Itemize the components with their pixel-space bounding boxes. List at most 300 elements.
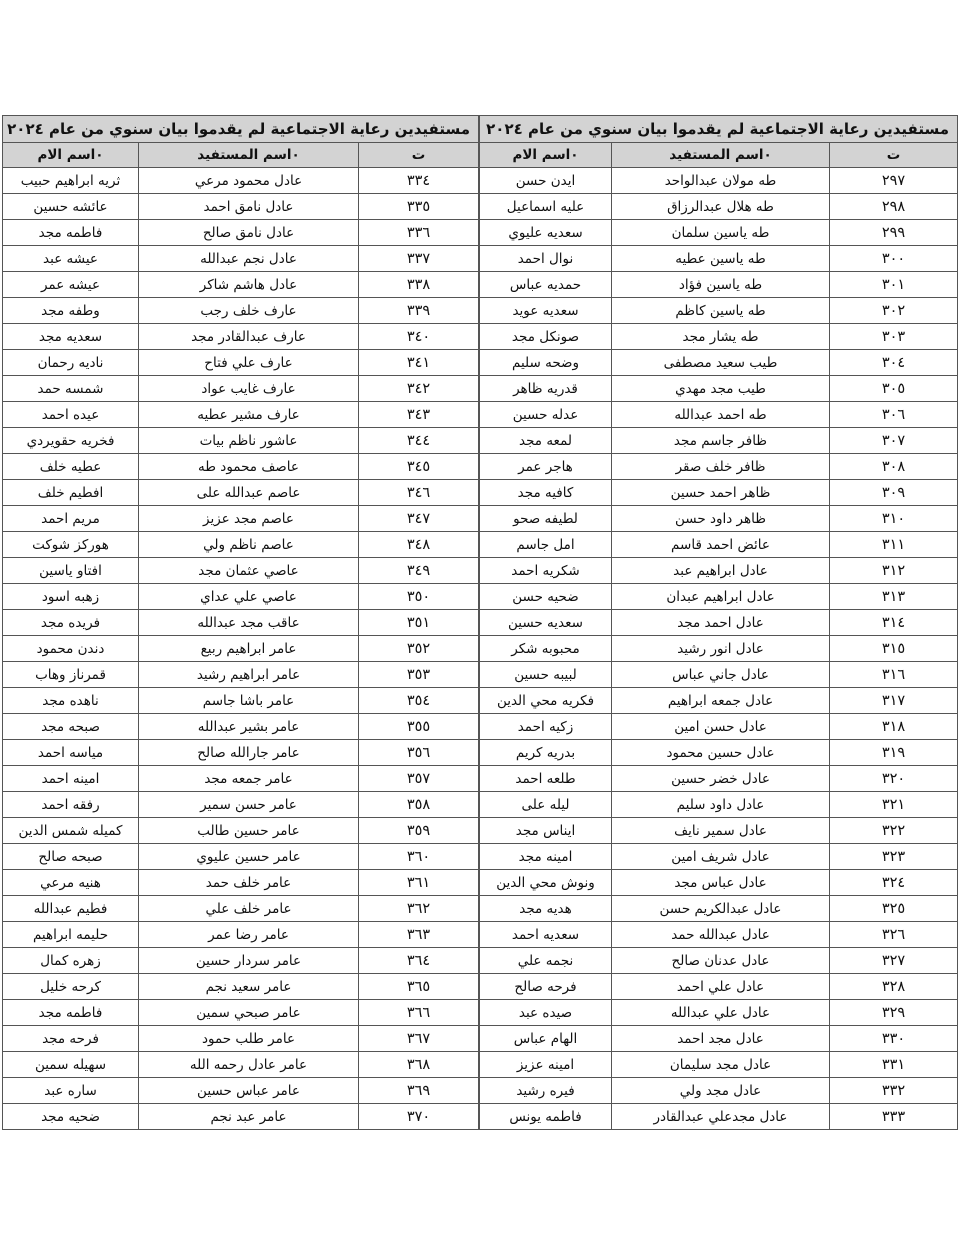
row-number: ٣١٠ xyxy=(830,506,958,532)
row-number: ٣٠٧ xyxy=(830,428,958,454)
beneficiary-name: عارف خلف رجب xyxy=(139,298,359,324)
mother-name: وضحه سليم xyxy=(480,350,612,376)
beneficiaries-table-right xyxy=(479,115,958,1130)
table-row xyxy=(480,792,958,818)
mother-name: نجمه علي xyxy=(480,948,612,974)
beneficiary-name: عاصم ناظم ولي xyxy=(139,532,359,558)
beneficiary-name: عادل مجد احمد xyxy=(612,1026,830,1052)
beneficiary-name: عارف غايب عواد xyxy=(139,376,359,402)
mother-name: عيشه عمر xyxy=(3,272,139,298)
beneficiary-name: عادل نجم عبدالله xyxy=(139,246,359,272)
table-row xyxy=(3,688,479,714)
table-row xyxy=(480,1078,958,1104)
mother-name: فاطمه مجد xyxy=(3,1000,139,1026)
beneficiary-name: عادل عبدالله حمد xyxy=(612,922,830,948)
table-row xyxy=(3,506,479,532)
mother-name: ليله على xyxy=(480,792,612,818)
table-row xyxy=(3,376,479,402)
row-number: ٣٢٢ xyxy=(830,818,958,844)
row-number: ٣٦٣ xyxy=(359,922,479,948)
beneficiary-name: عادل ابراهيم عبد xyxy=(612,558,830,584)
mother-name: سعديه عليوي xyxy=(480,220,612,246)
beneficiary-name: طه احمد عبدالله xyxy=(612,402,830,428)
row-number: ٢٩٨ xyxy=(830,194,958,220)
mother-name: عدله حسين xyxy=(480,402,612,428)
beneficiary-name: عامر عادل رحمه الله xyxy=(139,1052,359,1078)
beneficiary-name: عادل نامق احمد xyxy=(139,194,359,220)
table-row xyxy=(480,1026,958,1052)
table-row xyxy=(3,1104,479,1130)
table-row xyxy=(480,714,958,740)
beneficiary-name: عاقب مجد عبدالله xyxy=(139,610,359,636)
mother-name: فرحه صالح xyxy=(480,974,612,1000)
row-number: ٣٦٠ xyxy=(359,844,479,870)
row-number: ٣٦٩ xyxy=(359,1078,479,1104)
mother-name: قمرناز وهاب xyxy=(3,662,139,688)
mother-name: افطيم خلف xyxy=(3,480,139,506)
beneficiary-name: عادل عبدالكريم حسن xyxy=(612,896,830,922)
beneficiary-name: ظافر جاسم مجد xyxy=(612,428,830,454)
mother-name: فرحه مجد xyxy=(3,1026,139,1052)
beneficiary-name: طه ياسين سلمان xyxy=(612,220,830,246)
mother-name: رفقه احمد xyxy=(3,792,139,818)
table-row xyxy=(480,324,958,350)
row-number: ٣٤٧ xyxy=(359,506,479,532)
beneficiary-name: عامر ابراهيم رشيد xyxy=(139,662,359,688)
beneficiary-name: عامر صبحي سمين xyxy=(139,1000,359,1026)
table-body-right xyxy=(480,168,958,1130)
row-number: ٢٩٩ xyxy=(830,220,958,246)
table-row xyxy=(3,766,479,792)
table-row xyxy=(480,844,958,870)
row-number: ٣١٧ xyxy=(830,688,958,714)
table-body-left xyxy=(3,168,479,1130)
row-number: ٣٦٧ xyxy=(359,1026,479,1052)
mother-name: بدريه كريم xyxy=(480,740,612,766)
row-number: ٣٦٦ xyxy=(359,1000,479,1026)
row-number: ٣١٥ xyxy=(830,636,958,662)
row-number: ٣٣١ xyxy=(830,1052,958,1078)
beneficiaries-table-left xyxy=(2,115,479,1130)
row-number: ٣١١ xyxy=(830,532,958,558)
beneficiary-name: عامر ابراهيم ربيع xyxy=(139,636,359,662)
beneficiary-name: عامر حسين طالب xyxy=(139,818,359,844)
table-row xyxy=(480,506,958,532)
beneficiary-name: عامر باشا جاسم xyxy=(139,688,359,714)
table-row xyxy=(3,324,479,350)
row-number: ٣٣٩ xyxy=(359,298,479,324)
mother-name: عائشه حسين xyxy=(3,194,139,220)
beneficiary-name: عامر خلف علي xyxy=(139,896,359,922)
beneficiary-name: عادل حسين محمود xyxy=(612,740,830,766)
table-row xyxy=(3,662,479,688)
mother-name: عليه اسماعيل xyxy=(480,194,612,220)
mother-name: امينه عزيز xyxy=(480,1052,612,1078)
table-row xyxy=(3,948,479,974)
table-row xyxy=(480,974,958,1000)
beneficiary-name: عادل حسن امين xyxy=(612,714,830,740)
mother-name: ضحيه مجد xyxy=(3,1104,139,1130)
beneficiary-name: عادل سمير نايف xyxy=(612,818,830,844)
row-number: ٣٢٤ xyxy=(830,870,958,896)
row-number: ٣١٢ xyxy=(830,558,958,584)
beneficiary-name: عارف مشير عطيه xyxy=(139,402,359,428)
mother-name: ساره عبد xyxy=(3,1078,139,1104)
beneficiary-name: عاصم عبدالله على xyxy=(139,480,359,506)
row-number: ٣٣٠ xyxy=(830,1026,958,1052)
table-row xyxy=(3,1026,479,1052)
beneficiary-name: ظافر خلف صقر xyxy=(612,454,830,480)
beneficiary-name: عادل داود سليم xyxy=(612,792,830,818)
row-number: ٣٢١ xyxy=(830,792,958,818)
mother-name: قدريه ظاهر xyxy=(480,376,612,402)
beneficiary-name: عامر عبد نجم xyxy=(139,1104,359,1130)
beneficiary-name: عادل عدنان صالح xyxy=(612,948,830,974)
beneficiary-name: عادل محمود مرعي xyxy=(139,168,359,194)
beneficiary-name: طه يشار مجد xyxy=(612,324,830,350)
mother-name: امل جاسم xyxy=(480,532,612,558)
beneficiary-name: طه مولان عبدالواحد xyxy=(612,168,830,194)
row-number: ٣٣٨ xyxy=(359,272,479,298)
table-row xyxy=(3,194,479,220)
row-number: ٣٢٧ xyxy=(830,948,958,974)
row-number: ٣٠٦ xyxy=(830,402,958,428)
row-number: ٣٠٨ xyxy=(830,454,958,480)
table-row xyxy=(480,194,958,220)
table-row xyxy=(3,298,479,324)
row-number: ٣٣٥ xyxy=(359,194,479,220)
mother-name: لمعه مجد xyxy=(480,428,612,454)
beneficiary-name: عادل جاني عباس xyxy=(612,662,830,688)
table-row xyxy=(480,298,958,324)
row-number: ٣٠٥ xyxy=(830,376,958,402)
row-number: ٣٤٣ xyxy=(359,402,479,428)
column-header-number: ت xyxy=(359,143,479,168)
row-number: ٣٥٥ xyxy=(359,714,479,740)
beneficiary-name: طه ياسين عطيه xyxy=(612,246,830,272)
beneficiary-name: عامر رضا عمر xyxy=(139,922,359,948)
table-row xyxy=(3,272,479,298)
row-number: ٣٦٤ xyxy=(359,948,479,974)
beneficiary-name: عاصف محمود طه xyxy=(139,454,359,480)
mother-name: هديه مجد xyxy=(480,896,612,922)
row-number: ٣٠٠ xyxy=(830,246,958,272)
beneficiary-name: عادل مجد ولي xyxy=(612,1078,830,1104)
mother-name: افتاو ياسين xyxy=(3,558,139,584)
beneficiary-name: عامر طلب حمود xyxy=(139,1026,359,1052)
table-row xyxy=(480,662,958,688)
table-row xyxy=(480,636,958,662)
row-number: ٣٣٣ xyxy=(830,1104,958,1130)
table-title: مستفيدين رعاية الاجتماعية لم يقدموا بيان سنوي من عام ٢٠٢٤ xyxy=(3,116,479,143)
row-number: ٣٢٠ xyxy=(830,766,958,792)
table-title: مستفيدين رعاية الاجتماعية لم يقدموا بيان سنوي من عام ٢٠٢٤ xyxy=(480,116,958,143)
beneficiary-name: عامر سردار حسين xyxy=(139,948,359,974)
mother-name: ايناس مجد xyxy=(480,818,612,844)
column-header-beneficiary-name: ٠اسم المستفيد xyxy=(612,143,830,168)
row-number: ٣٣٦ xyxy=(359,220,479,246)
mother-name: عطيه خلف xyxy=(3,454,139,480)
mother-name: زكيه احمد xyxy=(480,714,612,740)
beneficiary-name: عادل هاشم شاكر xyxy=(139,272,359,298)
mother-name: فطيم عبدالله xyxy=(3,896,139,922)
row-number: ٣٤٤ xyxy=(359,428,479,454)
mother-name: زهبه اسود xyxy=(3,584,139,610)
table-row xyxy=(3,480,479,506)
beneficiary-name: عادل جمعه ابراهيم xyxy=(612,688,830,714)
column-header-mother-name: ٠اسم الام xyxy=(480,143,612,168)
table-row xyxy=(480,246,958,272)
row-number: ٣٥٤ xyxy=(359,688,479,714)
row-number: ٣٥٠ xyxy=(359,584,479,610)
row-number: ٣٧٠ xyxy=(359,1104,479,1130)
row-number: ٣٣٤ xyxy=(359,168,479,194)
mother-name: فكريه محي الدين xyxy=(480,688,612,714)
table-row xyxy=(3,610,479,636)
mother-name: عيده احمد xyxy=(3,402,139,428)
table-row xyxy=(480,272,958,298)
beneficiary-name: عادل نامق صالح xyxy=(139,220,359,246)
beneficiary-name: عامر حسن سمير xyxy=(139,792,359,818)
beneficiary-name: عامر جمعه مجد xyxy=(139,766,359,792)
mother-name: هاجر عمر xyxy=(480,454,612,480)
beneficiary-name: عاصي علي عداي xyxy=(139,584,359,610)
table-row xyxy=(3,974,479,1000)
row-number: ٣٠١ xyxy=(830,272,958,298)
row-number: ٣١٤ xyxy=(830,610,958,636)
beneficiary-name: طه ياسين فؤاد xyxy=(612,272,830,298)
table-row xyxy=(480,532,958,558)
row-number: ٣١٨ xyxy=(830,714,958,740)
row-number: ٣٥٩ xyxy=(359,818,479,844)
beneficiary-name: عادل علي عبدالله xyxy=(612,1000,830,1026)
mother-name: طلعه احمد xyxy=(480,766,612,792)
beneficiary-name: عارف علي فتاح xyxy=(139,350,359,376)
table-row xyxy=(480,480,958,506)
row-number: ٣٢٦ xyxy=(830,922,958,948)
table-row xyxy=(3,454,479,480)
table-row xyxy=(3,922,479,948)
mother-name: ناهده مجد xyxy=(3,688,139,714)
table-row xyxy=(3,792,479,818)
beneficiary-name: عادل مجد سليمان xyxy=(612,1052,830,1078)
mother-name: ونوش محي الدين xyxy=(480,870,612,896)
row-number: ٣٥٦ xyxy=(359,740,479,766)
table-row xyxy=(3,870,479,896)
mother-name: سعديه مجد xyxy=(3,324,139,350)
table-row xyxy=(3,168,479,194)
column-header-beneficiary-name: ٠اسم المستفيد xyxy=(139,143,359,168)
row-number: ٣٢٩ xyxy=(830,1000,958,1026)
beneficiary-name: عامر بشير عبدالله xyxy=(139,714,359,740)
mother-name: مياسه احمد xyxy=(3,740,139,766)
mother-name: صيده عبد xyxy=(480,1000,612,1026)
beneficiary-name: عادل شريف امين xyxy=(612,844,830,870)
mother-name: الهام عباس xyxy=(480,1026,612,1052)
row-number: ٣٦٨ xyxy=(359,1052,479,1078)
mother-name: حليمه ابراهيم xyxy=(3,922,139,948)
mother-name: حمديه عباس xyxy=(480,272,612,298)
table-row xyxy=(480,818,958,844)
row-number: ٣٠٤ xyxy=(830,350,958,376)
column-header-number: ت xyxy=(830,143,958,168)
column-header-mother-name: ٠اسم الام xyxy=(3,143,139,168)
beneficiary-name: عادل خضر حسين xyxy=(612,766,830,792)
table-row xyxy=(3,818,479,844)
mother-name: كرحه خليل xyxy=(3,974,139,1000)
row-number: ٣٣٢ xyxy=(830,1078,958,1104)
row-number: ٣١٣ xyxy=(830,584,958,610)
table-row xyxy=(480,1000,958,1026)
mother-name: نوال احمد xyxy=(480,246,612,272)
mother-name: فخريه حقويردي xyxy=(3,428,139,454)
mother-name: شكريه احمد xyxy=(480,558,612,584)
row-number: ٣٤٨ xyxy=(359,532,479,558)
mother-name: ناديه رحمان xyxy=(3,350,139,376)
table-row xyxy=(480,766,958,792)
table-row xyxy=(480,922,958,948)
table-row xyxy=(480,168,958,194)
beneficiary-name: ظاهر داود حسن xyxy=(612,506,830,532)
beneficiary-name: عاشور ناظم بيات xyxy=(139,428,359,454)
row-number: ٣٦٢ xyxy=(359,896,479,922)
row-number: ٣٦١ xyxy=(359,870,479,896)
row-number: ٣٢٨ xyxy=(830,974,958,1000)
mother-name: لبيبه حسين xyxy=(480,662,612,688)
beneficiary-name: عادل عباس مجد xyxy=(612,870,830,896)
beneficiary-name: عادل ابراهيم عبدان xyxy=(612,584,830,610)
beneficiary-name: طه هلال عبدالرزاق xyxy=(612,194,830,220)
mother-name: شمسه حمد xyxy=(3,376,139,402)
row-number: ٣٤٢ xyxy=(359,376,479,402)
beneficiary-name: طيب مجد مهدي xyxy=(612,376,830,402)
table-row xyxy=(3,532,479,558)
table-row xyxy=(3,558,479,584)
row-number: ٣٤٩ xyxy=(359,558,479,584)
beneficiary-name: عارف عبدالقادر مجد xyxy=(139,324,359,350)
beneficiary-name: عاصم مجد عزيز xyxy=(139,506,359,532)
mother-name: لطيفه صحو xyxy=(480,506,612,532)
row-number: ٣٥٣ xyxy=(359,662,479,688)
table-row xyxy=(3,220,479,246)
table-row xyxy=(3,636,479,662)
table-row xyxy=(480,740,958,766)
row-number: ٣٥٨ xyxy=(359,792,479,818)
table-row xyxy=(3,844,479,870)
beneficiary-name: عادل انور رشيد xyxy=(612,636,830,662)
table-row xyxy=(480,376,958,402)
table-row xyxy=(480,220,958,246)
mother-name: محبوبه شكر xyxy=(480,636,612,662)
row-number: ٣٥١ xyxy=(359,610,479,636)
row-number: ٣٥٧ xyxy=(359,766,479,792)
beneficiary-name: عامر جارالله صالح xyxy=(139,740,359,766)
table-row xyxy=(3,1052,479,1078)
row-number: ٣٤١ xyxy=(359,350,479,376)
beneficiary-name: طيب سعيد مصطفى xyxy=(612,350,830,376)
mother-name: فاطمه مجد xyxy=(3,220,139,246)
row-number: ٣٦٥ xyxy=(359,974,479,1000)
mother-name: مريم احمد xyxy=(3,506,139,532)
mother-name: صبحه صالح xyxy=(3,844,139,870)
row-number: ٣١٩ xyxy=(830,740,958,766)
row-number: ٣٢٣ xyxy=(830,844,958,870)
mother-name: كافيه مجد xyxy=(480,480,612,506)
beneficiary-name: عامر خلف حمد xyxy=(139,870,359,896)
table-row xyxy=(3,714,479,740)
mother-name: فريده مجد xyxy=(3,610,139,636)
mother-name: سعديه عويد xyxy=(480,298,612,324)
table-row xyxy=(480,1104,958,1130)
beneficiary-name: عامر سعيد نجم xyxy=(139,974,359,1000)
table-row xyxy=(480,948,958,974)
mother-name: ايدن حسن xyxy=(480,168,612,194)
row-number: ٣٤٠ xyxy=(359,324,479,350)
beneficiary-name: طه ياسين كاظم xyxy=(612,298,830,324)
mother-name: وطفه مجد xyxy=(3,298,139,324)
mother-name: فيره رشيد xyxy=(480,1078,612,1104)
beneficiary-name: عاصي عثمان مجد xyxy=(139,558,359,584)
table-row xyxy=(480,584,958,610)
table-row xyxy=(3,740,479,766)
table-row xyxy=(3,1078,479,1104)
table-row xyxy=(3,402,479,428)
table-row xyxy=(480,870,958,896)
beneficiary-name: عادل مجدعلي عبدالقادر xyxy=(612,1104,830,1130)
table-row xyxy=(3,350,479,376)
table-row xyxy=(480,1052,958,1078)
mother-name: صونكل مجد xyxy=(480,324,612,350)
table-row xyxy=(480,428,958,454)
mother-name: زهره كمال xyxy=(3,948,139,974)
table-row xyxy=(3,584,479,610)
mother-name: امينه مجد xyxy=(480,844,612,870)
row-number: ٢٩٧ xyxy=(830,168,958,194)
mother-name: هنيه مرعي xyxy=(3,870,139,896)
beneficiary-name: عائض احمد قاسم xyxy=(612,532,830,558)
mother-name: سعديه احمد xyxy=(480,922,612,948)
row-number: ٣٤٥ xyxy=(359,454,479,480)
table-row xyxy=(480,402,958,428)
table-row xyxy=(3,1000,479,1026)
table-row xyxy=(3,428,479,454)
mother-name: هوركز شوكت xyxy=(3,532,139,558)
table-row xyxy=(480,558,958,584)
mother-name: فاطمه يونس xyxy=(480,1104,612,1130)
table-row xyxy=(480,454,958,480)
table-row xyxy=(480,896,958,922)
beneficiary-name: ظاهر احمد حسين xyxy=(612,480,830,506)
mother-name: عيشه عبد xyxy=(3,246,139,272)
beneficiary-name: عادل علي احمد xyxy=(612,974,830,1000)
row-number: ٣٠٢ xyxy=(830,298,958,324)
mother-name: ثريه ابراهيم حبيب xyxy=(3,168,139,194)
table-row xyxy=(480,610,958,636)
mother-name: امينه احمد xyxy=(3,766,139,792)
mother-name: ضحيه حسن xyxy=(480,584,612,610)
row-number: ٣٠٣ xyxy=(830,324,958,350)
mother-name: صبحه مجد xyxy=(3,714,139,740)
row-number: ٣١٦ xyxy=(830,662,958,688)
beneficiary-name: عادل احمد مجد xyxy=(612,610,830,636)
mother-name: كميله شمس الدين xyxy=(3,818,139,844)
mother-name: دندن محمود xyxy=(3,636,139,662)
beneficiary-name: عامر حسين عليوي xyxy=(139,844,359,870)
table-row xyxy=(3,246,479,272)
tables-container xyxy=(2,115,958,1130)
mother-name: سهيله سمين xyxy=(3,1052,139,1078)
mother-name: سعديه حسين xyxy=(480,610,612,636)
